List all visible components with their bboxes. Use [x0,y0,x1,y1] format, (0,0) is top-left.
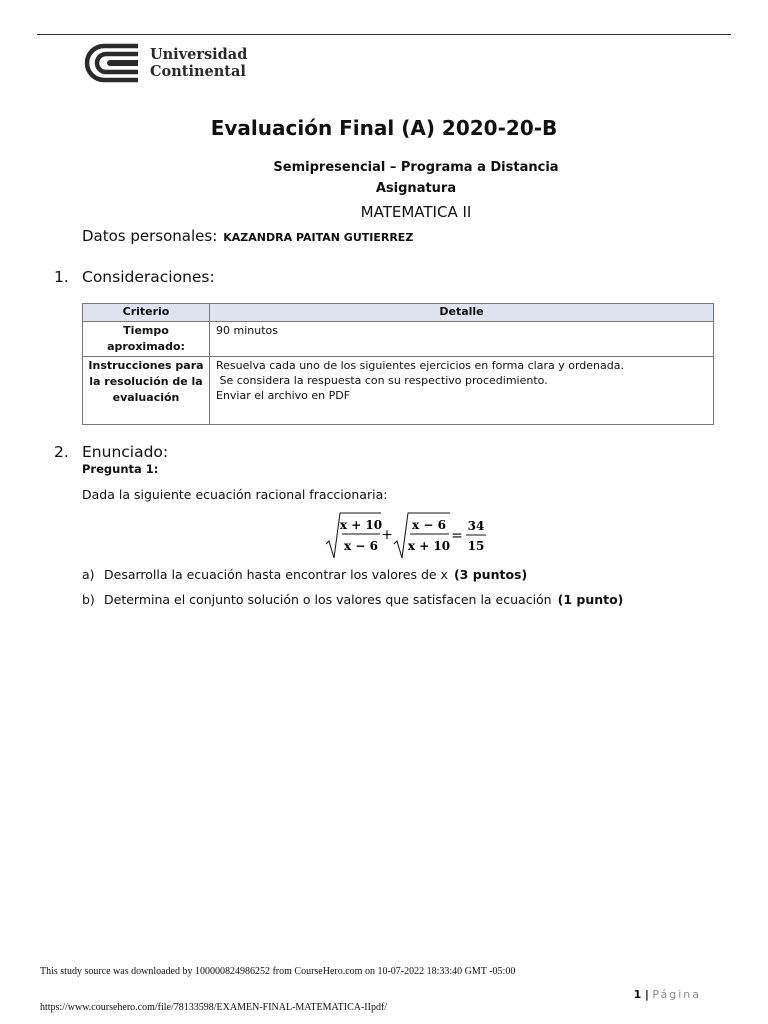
detail-line: 90 minutos [216,324,278,337]
section-statement [54,443,168,461]
table-row [83,357,714,425]
frac1-denominator: x − 6 [344,539,378,553]
question-heading: Pregunta 1: [82,462,159,476]
option-letter: b) [82,592,95,607]
logo-line2: Continental [150,63,246,80]
section-title: Consideraciones: [82,268,215,286]
option-a [82,567,527,582]
detail-line: Se considera la respuesta con su respectivo procedimiento. [216,374,548,387]
frac2-denominator: x + 10 [407,539,451,553]
plus-sign: + [381,527,393,543]
subtitle-modality: Semipresencial – Programa a Distancia [273,160,559,175]
source-url[interactable]: https://www.coursehero.com/file/78133598/EXAMEN-FINAL-MATEMATICA-IIpdf/ [40,1002,388,1013]
personal-data [82,227,413,245]
detail-line: Resuelva cada uno de los siguientes ejercicios en forma clara y ordenada. [216,359,624,372]
detail-cell [210,357,714,425]
criterion-cell: Tiempo aproximado: [83,322,210,357]
option-text: Determina el conjunto solución o los valores que satisfacen la ecuación [104,592,552,607]
logo-text [150,46,247,80]
subject-name: MATEMATICA II [360,203,472,221]
student-name: KAZANDRA PAITAN GUTIERREZ [223,231,414,244]
detail-line: Enviar el archivo en PDF [216,389,351,402]
header-criterio: Criterio [83,304,210,322]
rational-equation [324,510,494,562]
question-intro: Dada la siguiente ecuación racional fraccionaria: [82,487,388,502]
option-points: (3 puntos) [453,567,528,582]
table-row [83,322,714,357]
top-rule [37,34,731,35]
university-logo [82,42,247,84]
logo-line1: Universidad [150,46,248,63]
criterion-cell: Instrucciones para la resolución de la evaluación [83,357,210,425]
logo-mark-icon [82,42,142,84]
rhs-denominator: 15 [467,539,485,553]
option-letter: a) [82,567,95,582]
page-separator: | [644,988,649,1001]
page-title: Evaluación Final (A) 2020-20-B [210,116,558,140]
option-points: (1 punto) [557,592,624,607]
equals-sign: = [451,528,463,544]
option-text: Desarrolla la ecuación hasta encontrar los valores de x [104,567,448,582]
personal-data-label: Datos personales: [82,227,218,245]
section-number: 1. [54,268,69,286]
detail-cell [210,322,714,357]
subtitle-asignatura: Asignatura [375,181,457,196]
section-number: 2. [54,443,69,461]
download-source-note: This study source was downloaded by 100000824986252 from CourseHero.com on 10-07-2022 18:33:40 GMT -05:00 [40,966,516,977]
section-considerations [54,268,215,286]
rhs-numerator: 34 [467,519,485,533]
criteria-table [82,303,714,425]
table-header-row [83,304,714,322]
frac1-numerator: x + 10 [339,518,383,532]
page-number [634,988,701,1001]
frac2-numerator: x − 6 [412,518,446,532]
option-b [82,592,623,607]
page-word: Página [652,988,701,1001]
section-title: Enunciado: [82,443,169,461]
header-detalle: Detalle [210,304,714,322]
page-number-value: 1 [633,988,642,1001]
